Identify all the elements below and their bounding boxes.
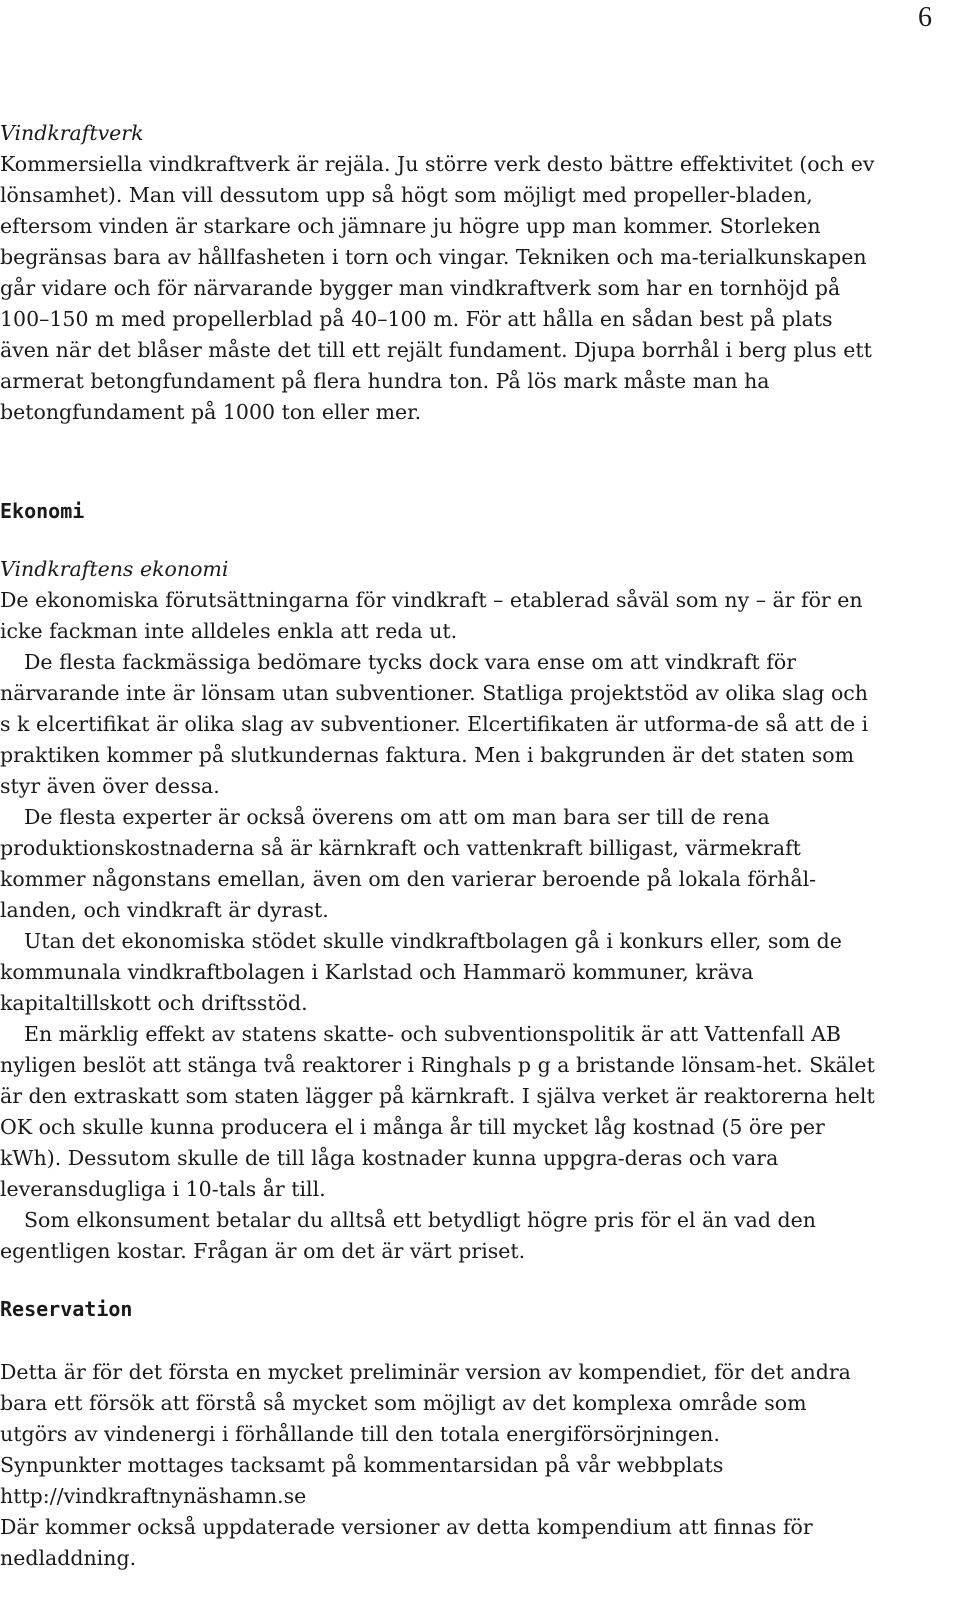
website-url: http://vindkraftnynäshamn.se (0, 1484, 307, 1508)
section-reservation (0, 1357, 880, 1574)
paragraph: Utan det ekonomiska stödet skulle vindkraftbolagen gå i konkurs eller, som de kommunala vindkraftbolagen i Karlstad och Hammarö kommuner, kräva kapitaltillskott och driftsstöd. (0, 929, 842, 1015)
page-number: 6 (918, 2, 932, 33)
paragraph: Där kommer också uppdaterade versioner av detta kompendium att finnas för nedladdning. (0, 1515, 813, 1570)
section-heading-ekonomi: Ekonomi (0, 499, 85, 523)
section-subtitle: Vindkraftverk (0, 121, 144, 145)
section-ekonomi (0, 554, 880, 1267)
section-subtitle: Vindkraftens ekonomi (0, 557, 229, 581)
paragraph: De ekonomiska förutsättningarna för vindkraft – etablerad såväl som ny – är för en icke fackman inte alldeles enkla att reda ut. (0, 588, 863, 643)
paragraph: Som elkonsument betalar du alltså ett betydligt högre pris för el än vad den egentligen kostar. Frågan är om det är värt priset. (0, 1208, 816, 1263)
section-vindkraftverk (0, 118, 880, 428)
paragraph: Detta är för det första en mycket preliminär version av kompendiet, för det andra bara ett försök att förstå så mycket som möjligt av det komplexa område som utgörs av vindenergi i förhållande till den totala energiförsörjningen. (0, 1360, 851, 1446)
section-heading-reservation: Reservation (0, 1297, 133, 1321)
document-body (0, 118, 880, 1574)
paragraph: Kommersiella vindkraftverk är rejäla. Ju större verk desto bättre effektivitet (och ev lönsamhet). Man vill dessutom upp så högt som möjligt med propeller-bladen, eftersom vinden är starkare och jämnare ju högre upp man kommer. Storleken begränsas bara av hållfasheten i torn och vingar. Tekniken och ma-terialkunskapen går vidare och för närvarande bygger man vindkraftverk som har en tornhöjd på 100–150 m med propellerblad på 40–100 m. För att hålla en sådan best på plats även när det blåser måste det till ett rejält fundament. Djupa borrhål i berg plus ett armerat betongfundament på flera hundra ton. På lös mark måste man ha betongfundament på 1000 ton eller mer. (0, 152, 875, 424)
paragraph: Synpunkter mottages tacksamt på kommentarsidan på vår webbplats (0, 1453, 724, 1477)
paragraph: De flesta fackmässiga bedömare tycks dock vara ense om att vindkraft för närvarande inte är lönsam utan subventioner. Statliga projektstöd av olika slag och s k elcertifikat är olika slag av subventioner. Elcertifikaten är utforma-de så att de i praktiken kommer på slutkundernas faktura. Men i bakgrunden är det staten som styr även över dessa. (0, 650, 869, 798)
paragraph: De flesta experter är också överens om att om man bara ser till de rena produktionskostnaderna så är kärnkraft och vattenkraft billigast, värmekraft kommer någonstans emellan, även om den varierar beroende på lokala förhål-landen, och vindkraft är dyrast. (0, 805, 817, 922)
paragraph: En märklig effekt av statens skatte- och subventionspolitik är att Vattenfall AB nyligen beslöt att stänga två reaktorer i Ringhals p g a bristande lönsam-het. Skälet är den extraskatt som staten lägger på kärnkraft. I själva verket är reaktorerna helt OK och skulle kunna producera el i många år till mycket låg kostnad (5 öre per kWh). Dessutom skulle de till låga kostnader kunna uppgra-deras och vara leveransdugliga i 10-tals år till. (0, 1022, 875, 1201)
